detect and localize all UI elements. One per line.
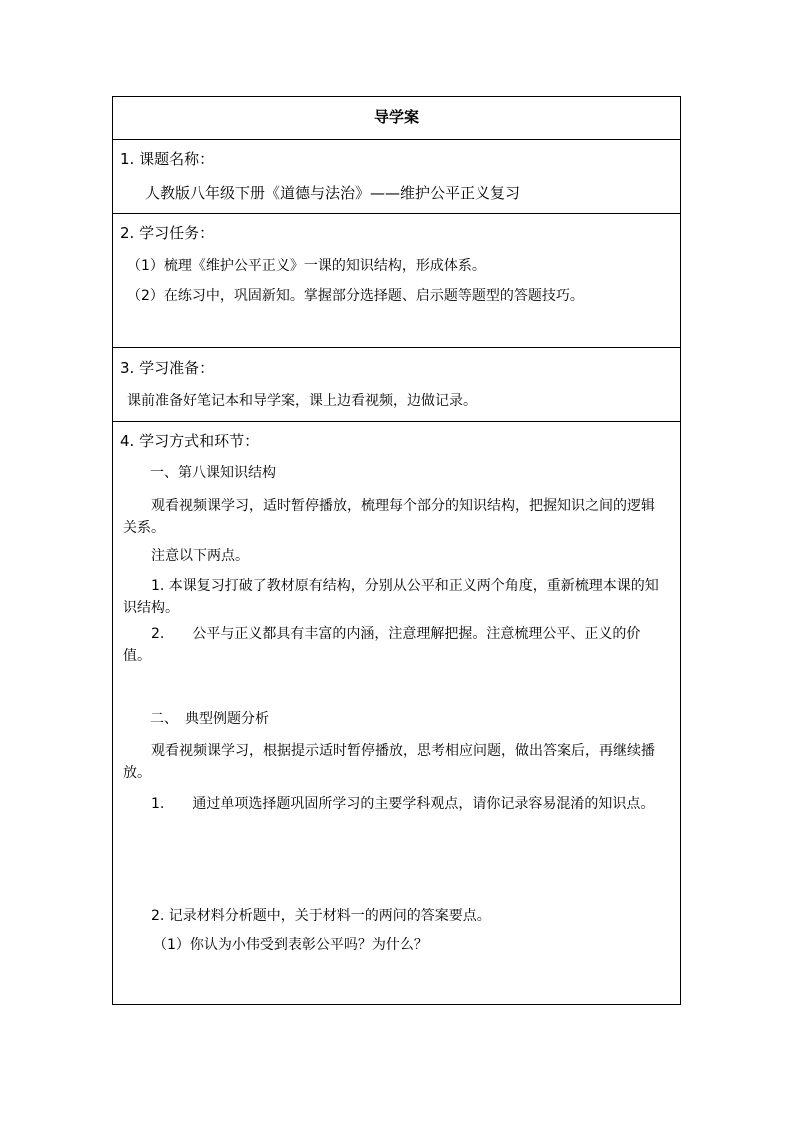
- course-name-value: 人教版八年级下册《道德与法治》——维护公平正义复习: [145, 184, 521, 202]
- part1-paragraph: 观看视频课学习，适时暂停播放，梳理每个部分的知识结构，把握知识之间的逻辑关系。: [123, 498, 655, 536]
- part2-paragraph: 观看视频课学习，根据提示适时暂停播放，思考相应问题，做出答案后，再继续播放。: [123, 743, 655, 781]
- part2-title: 二、 典型例题分析: [150, 711, 269, 727]
- study-guide-table: [112, 96, 681, 1005]
- part1-title: 一、第八课知识结构: [150, 465, 276, 481]
- course-name-heading: 1. 课题名称：: [120, 150, 215, 168]
- part2-paragraph: 2. 记录材料分析题中，关于材料一的两问的答案要点。: [151, 908, 491, 924]
- learning-method-heading: 4. 学习方式和环节：: [120, 432, 260, 450]
- learning-tasks-row: [113, 214, 680, 348]
- part1-paragraph: 注意以下两点。: [151, 548, 249, 564]
- page-title: 导学案: [373, 108, 419, 126]
- title-row: [113, 97, 680, 140]
- part2-paragraph: 1. 通过单项选择题巩固所学习的主要学科观点，请你记录容易混淆的知识点。: [151, 796, 655, 812]
- preparation-row: [113, 348, 680, 422]
- learning-task-item: （2）在练习中，巩固新知。掌握部分选择题、启示题等题型的答题技巧。: [127, 288, 584, 304]
- learning-task-item: （1）梳理《维护公平正义》一课的知识结构，形成体系。: [127, 258, 486, 274]
- course-name-row: [113, 140, 680, 214]
- part1-paragraph: 2. 公平与正义都具有丰富的内涵，注意理解把握。注意梳理公平、正义的价值。: [123, 626, 641, 664]
- preparation-text: 课前准备好笔记本和导学案，课上边看视频，边做记录。: [127, 393, 477, 409]
- part1-paragraph: 1. 本课复习打破了教材原有结构，分别从公平和正义两个角度，重新梳理本课的知识结构。: [123, 578, 659, 616]
- learning-method-row: [113, 422, 680, 1006]
- part2-paragraph: （1）你认为小伟受到表彰公平吗？为什么？: [153, 937, 428, 953]
- preparation-heading: 3. 学习准备：: [120, 359, 215, 377]
- learning-tasks-heading: 2. 学习任务：: [120, 224, 215, 242]
